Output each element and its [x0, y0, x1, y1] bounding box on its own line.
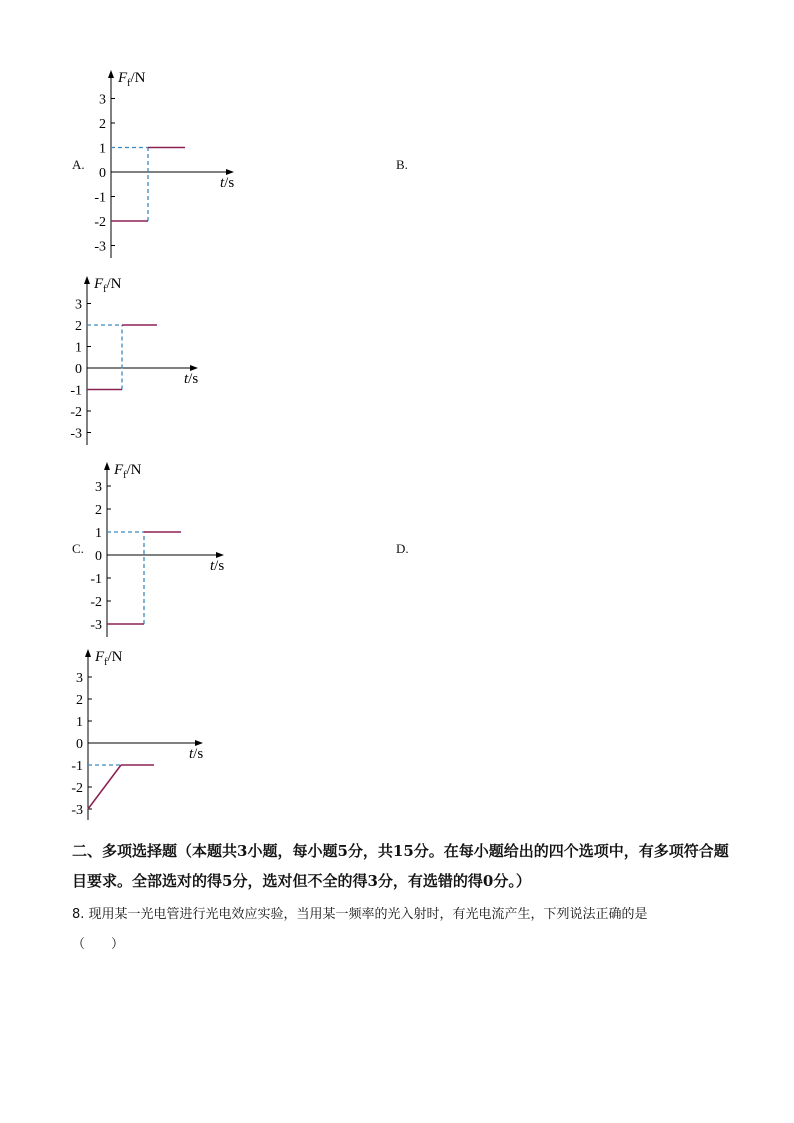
graph-c-tick-label--2: -2	[90, 595, 102, 610]
graph-b-x-axis-title: t/s	[184, 371, 199, 387]
graph-c-tick-label--3: -3	[90, 618, 102, 633]
graph-a-y-axis-arrow	[108, 70, 114, 78]
question-8	[72, 900, 752, 960]
graph-d-series-segment-1	[88, 765, 121, 809]
graph-a-tick-label-2: 2	[99, 117, 106, 132]
graph-d-tick-label-3: 3	[76, 671, 83, 686]
graph-c-x-axis-title: t/s	[210, 558, 225, 574]
graph-a-x-axis-title: t/s	[220, 175, 235, 191]
graph-b-tick-label-1: 1	[75, 340, 82, 356]
graph-b-y-axis-arrow	[84, 276, 90, 284]
graph-c-y-axis-arrow	[104, 462, 110, 470]
graph-c-tick-label-2: 2	[95, 503, 102, 518]
graph-b-tick-label--2: -2	[70, 405, 82, 420]
graph-c-y-axis-title: $F_f/N$	[114, 462, 142, 481]
graph-b-tick-label-0: 0	[75, 362, 82, 377]
question-8-blank: （ ）	[72, 937, 125, 952]
graph-d-tick-label-2: 2	[76, 693, 83, 708]
graph-c-tick-label-1: 1	[95, 526, 102, 541]
graph-d-tick-label--1: -1	[71, 759, 83, 774]
option-label-b: B.	[396, 157, 408, 172]
option-label-c: C.	[72, 541, 84, 556]
graph-d-tick-label--3: -3	[71, 803, 83, 818]
graph-d-y-axis-title: $F_f/N$	[95, 649, 123, 668]
graph-d-x-axis-title: t/s	[189, 746, 204, 762]
section-title: 二、多项选择题（本题共3小题，每小题5分，共15分。在每小题给出的四个选项中，有多项符合题目要求。全部选对的得5分，选对但不全的得3分，有选错的得0分。）	[72, 842, 729, 890]
graph-d-y-axis-arrow	[85, 649, 91, 657]
question-8-text: 8. 现用某一光电管进行光电效应实验，当用某一频率的光入射时，有光电流产生，下列说法正确的是	[72, 907, 648, 922]
option-label-a: A.	[72, 157, 85, 172]
graph-b-tick-label-2: 2	[75, 319, 82, 334]
graph-b-y-axis-title: $F_f/N$	[94, 276, 122, 295]
graph-a-tick-label-1: 1	[99, 141, 106, 157]
graph-b-tick-label--3: -3	[70, 426, 82, 442]
graph-a-y-axis-title: $F_f/N$	[118, 70, 146, 89]
graph-c-tick-label-0: 0	[95, 549, 102, 564]
graph-d-tick-label-0: 0	[76, 737, 83, 752]
graph-d-tick-label-1: 1	[76, 715, 83, 730]
graph-a-tick-label-3: 3	[99, 92, 106, 108]
graph-a-tick-label--2: -2	[94, 215, 106, 230]
graph-d-tick-label--2: -2	[71, 781, 83, 796]
graph-c-tick-label-3: 3	[95, 480, 102, 495]
graph-a-tick-label--1: -1	[94, 190, 106, 206]
graph-b-tick-label-3: 3	[75, 297, 82, 313]
graph-a-tick-label-0: 0	[99, 166, 106, 181]
option-label-d: D.	[396, 541, 409, 556]
graph-b-tick-label--1: -1	[70, 383, 82, 399]
graph-a-tick-label--3: -3	[94, 239, 106, 255]
graph-c-tick-label--1: -1	[90, 572, 102, 587]
